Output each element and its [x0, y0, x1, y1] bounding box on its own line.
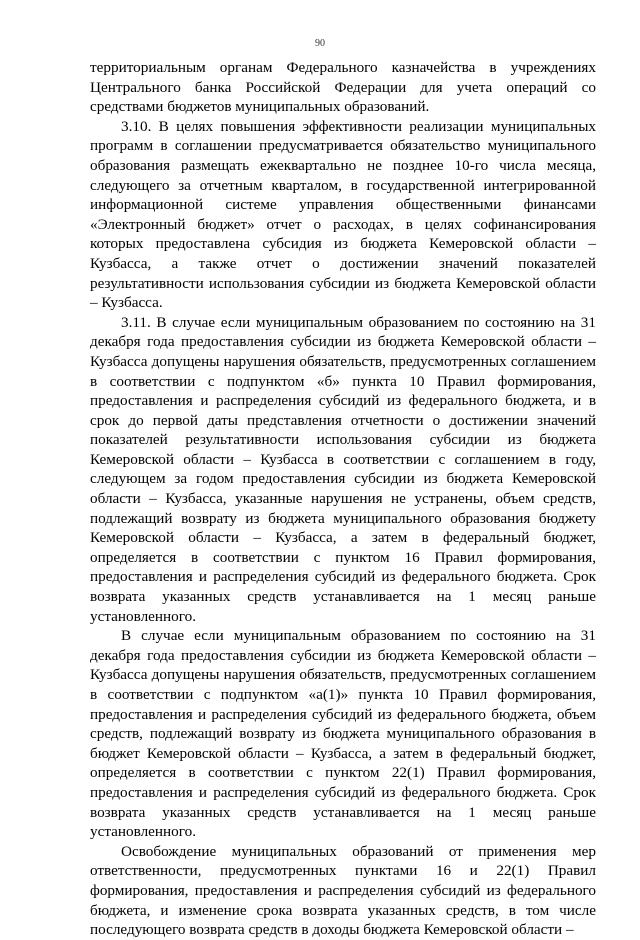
paragraph-exemption: Освобождение муниципальных образований от применения мер ответственности, предусмотренных пунктами 16 и 22(1) Правил формирования, предоставления и распределения субсидий из федерального бюджета, и изменение срока возврата указанных средств, в том числе последующего возврата средств в доходы бюджета Кемеровской области –: [90, 842, 596, 939]
paragraph-continuation: территориальным органам Федерального казначейства в учреждениях Центрального банка Российской Федерации для учета операций со средствами бюджетов муниципальных образований.: [90, 59, 596, 116]
paragraph-3-10: 3.10. В целях повышения эффективности реализации муниципальных программ в соглашении предусматривается обязательство муниципального образования размещать ежеквартально не позднее 10-го числа месяца, следующего за отчетным кварталом, в государственной интегрированной информационной системе управления общественными финансами «Электронный бюджет» отчет о расходах, в целях софинансирования которых предоставлена субсидия из бюджета Кемеровской области – Кузбасса, а также отчет о достижении значений показателей результативности использования субсидии из бюджета Кемеровской области – Кузбасса.: [90, 117, 596, 312]
paragraph-3-11: 3.11. В случае если муниципальным образованием по состоянию на 31 декабря года предоставления субсидии из бюджета Кемеровской области – Кузбасса допущены нарушения обязательств, предусмотренных соглашением в соответствии с подпунктом «б» пункта 10 Правил формирования, предоставления и распределения субсидий из федерального бюджета, и в срок до первой даты представления отчетности о достижении значений показателей результативности использования субсидии из бюджета Кемеровской области – Кузбасса в соответствии с соглашением в году, следующем за годом предоставления субсидии из бюджета Кемеровской области – Кузбасса, указанные нарушения не устранены, объем средств, подлежащий возврату из бюджета муниципального образования бюджету Кемеровской области – Кузбасса, а затем в федеральный бюджет, определяется в соответствии с пунктом 16 Правил формирования, предоставления и распределения субсидий из федерального бюджета. Срок возврата указанных средств устанавливается на 1 месяц раньше установленного.: [90, 313, 596, 625]
paragraph-violation-case: В случае если муниципальным образованием по состоянию на 31 декабря года предоставления субсидии из бюджета Кемеровской области – Кузбасса допущены нарушения обязательств, предусмотренных соглашением в соответствии с подпунктом «а(1)» пункта 10 Правил формирования, предоставления и распределения субсидий из федерального бюджета, объем средств, подлежащий возврату из бюджета муниципального образования в бюджет Кемеровской области – Кузбасса, а затем в федеральный бюджет, определяется в соответствии с пунктом 22(1) Правил формирования, предоставления и распределения субсидий из федерального бюджета. Срок возврата указанных средств устанавливается на 1 месяц раньше установленного.: [90, 627, 596, 841]
document-body: [90, 58, 596, 940]
page-number: 90: [315, 38, 325, 49]
